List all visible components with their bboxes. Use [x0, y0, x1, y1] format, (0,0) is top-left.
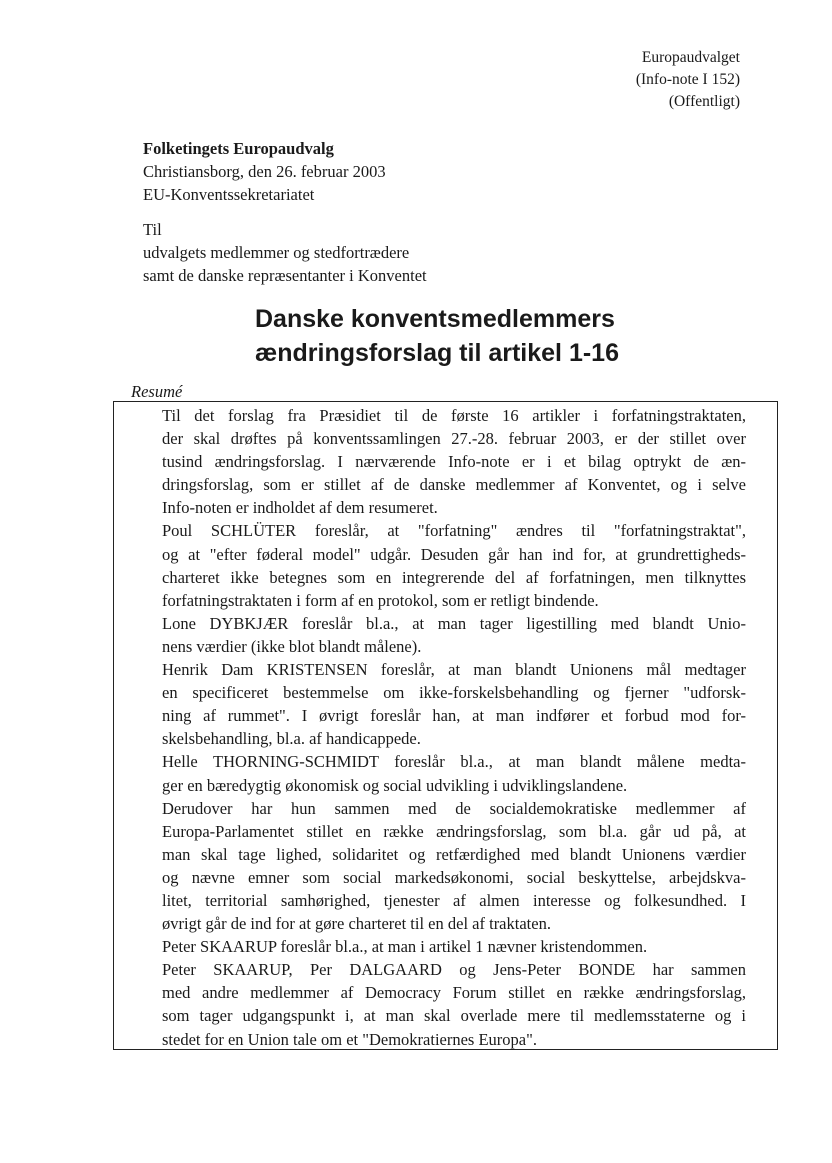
secretariat: EU-Konventssekretariatet — [143, 185, 315, 204]
text-line: skelsbehandling, bl.a. af handicappede. — [162, 729, 421, 749]
sender-block — [143, 137, 386, 206]
recipient-to: Til — [143, 220, 162, 239]
resume-paragraph — [143, 958, 746, 1050]
text-line: ger en bæredygtig økonomisk og social udvikling i udviklingslandene. — [162, 775, 628, 795]
text-line: charteret ikke betegnes som en integrerende del af forfatningen, men tilknyttes — [162, 567, 746, 587]
text-line: som tager udgangspunkt i, at man skal overlade mere til medlemsstaterne og i — [162, 1006, 746, 1026]
text-line: forfatningstraktaten i form af en protokol, som er retligt bindende. — [162, 590, 599, 610]
text-line: med andre medlemmer af Democracy Forum stillet en række ændringsforslag, — [162, 983, 746, 1003]
text-line: Helle THORNING-SCHMIDT foreslår bl.a., at man blandt målene medta- — [162, 752, 746, 772]
resume-paragraph — [143, 750, 746, 796]
resume-paragraph — [143, 797, 746, 936]
text-line: stedet for en Union tale om et "Demokratiernes Europa". — [162, 1029, 537, 1049]
text-line: øvrigt går de ind for at gøre charteret til en del af traktaten. — [162, 914, 551, 934]
text-line: Europa-Parlamentet stillet en række ændringsforslag, som bl.a. går ud på, at — [162, 821, 746, 841]
text-line: dringsforslag, som er stillet af de danske medlemmer af Konventet, og i selve — [162, 475, 746, 495]
text-line: nens værdier (ikke blot blandt målene). — [162, 636, 422, 656]
resume-paragraph — [143, 612, 746, 658]
resume-paragraph — [143, 519, 746, 611]
resume-paragraph — [143, 404, 746, 519]
sender-org: Folketingets Europaudvalg — [143, 139, 334, 158]
text-line: der skal drøftes på konventssamlingen 27.-28. februar 2003, er der stillet over — [162, 429, 746, 449]
text-line: man skal tage lighed, solidaritet og retfærdighed med blandt Unionens værdier — [162, 844, 746, 864]
text-line: Derudover har hun sammen med de socialdemokratiske medlemmer af — [162, 798, 746, 818]
text-line: og nævne emner som social markedsøkonomi, social beskyttelse, arbejdskva- — [162, 867, 746, 887]
text-line: en specificeret bestemmelse om ikke-forskelsbehandling og fjerner "udforsk- — [162, 683, 746, 703]
text-line: og at "efter føderal model" udgår. Desuden går han ind for, at grundrettigheds- — [162, 544, 746, 564]
resume-label: Resumé — [131, 382, 183, 401]
resume-paragraph — [143, 658, 746, 750]
classification: (Offentligt) — [668, 93, 740, 110]
resume-paragraph — [143, 935, 746, 958]
title-line-2: ændringsforslag til artikel 1-16 — [255, 339, 619, 367]
text-line: Poul SCHLÜTER foreslår, at "forfatning" ændres til "forfatningstraktat", — [162, 521, 746, 541]
recipient-line-2: samt de danske repræsentanter i Konventet — [143, 266, 427, 285]
text-line: tusind ændringsforslag. I nærværende Info-note er i et bilag optrykt de æn- — [162, 452, 746, 472]
resume-box — [113, 401, 778, 1050]
text-line: Henrik Dam KRISTENSEN foreslår, at man blandt Unionens mål medtager — [162, 660, 746, 680]
document-meta — [636, 47, 740, 113]
text-line: litet, territorial samhørighed, tjenester af almen interesse og folkesundhed. I — [162, 890, 746, 910]
text-line: Peter SKAARUP foreslår bl.a., at man i artikel 1 nævner kristendommen. — [162, 937, 648, 957]
recipient-block — [143, 218, 427, 287]
text-line: Info-noten er indholdet af dem resumeret. — [162, 498, 438, 518]
text-line: Lone DYBKJÆR foreslår bl.a., at man tager ligestilling med blandt Unio- — [162, 613, 746, 633]
recipient-line-1: udvalgets medlemmer og stedfortrædere — [143, 243, 410, 262]
text-line: ning af rummet". I øvrigt foreslår han, at man indfører et forbud mod for- — [162, 706, 746, 726]
text-line: Peter SKAARUP, Per DALGAARD og Jens-Peter BONDE har sammen — [162, 960, 746, 980]
title-line-1: Danske konventsmedlemmers — [255, 305, 615, 333]
place-date: Christiansborg, den 26. februar 2003 — [143, 162, 386, 181]
note-reference: (Info-note I 152) — [635, 71, 740, 88]
committee-name: Europaudvalget — [641, 49, 740, 66]
text-line: Til det forslag fra Præsidiet til de første 16 artikler i forfatningstraktaten, — [162, 406, 746, 425]
document-title — [255, 302, 619, 370]
